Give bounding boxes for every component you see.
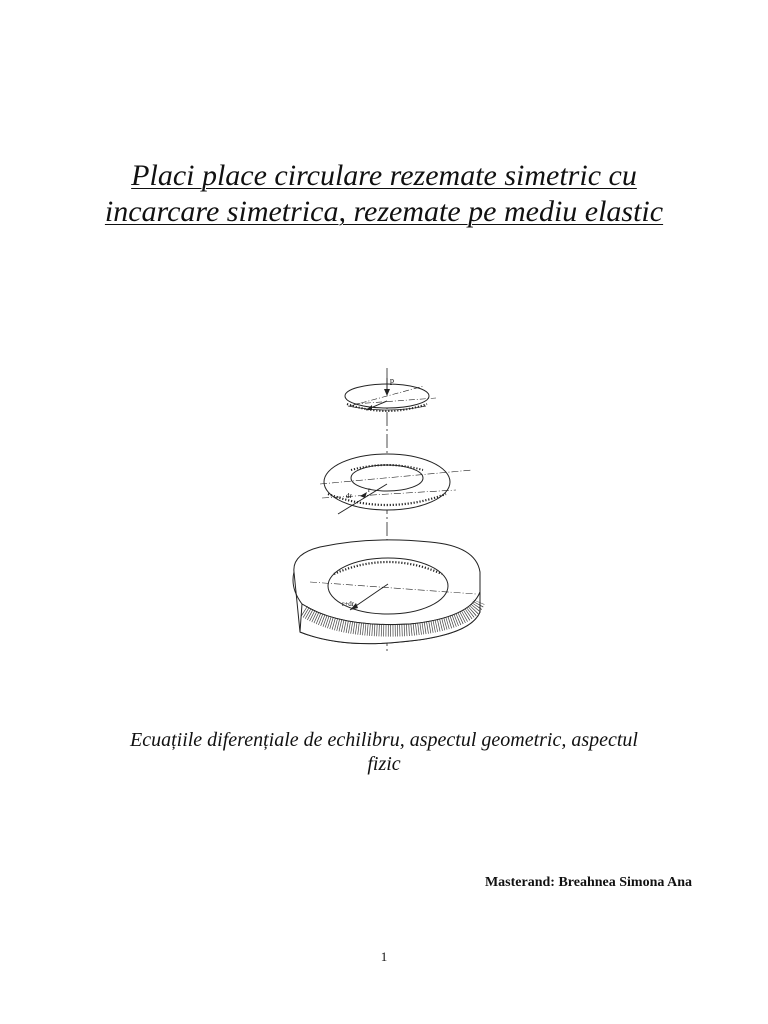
- document-subtitle: [60, 728, 708, 776]
- author-line: Masterand: Breahnea Simona Ana: [484, 875, 692, 890]
- subtitle-line-2: fizic: [367, 753, 401, 775]
- bottom-plate: [293, 540, 480, 644]
- label-r-plus-dr: r+dr: [342, 600, 355, 608]
- subtitle-line-1: Ecuațiile diferențiale de echilibru, aspectul geometric, aspectul: [129, 729, 638, 751]
- circular-plate-figure: [280, 366, 490, 656]
- label-dr: dr: [346, 492, 352, 500]
- label-r: r: [368, 486, 371, 494]
- document-title: [40, 158, 728, 230]
- title-line-2: incarcare simetrica, rezemate pe mediu elastic: [104, 195, 664, 228]
- page-number: 1: [380, 949, 388, 964]
- middle-annular-disk: [320, 454, 472, 514]
- top-disk: [345, 376, 436, 411]
- load-label-p: p: [390, 376, 394, 385]
- title-line-1: Placi place circulare rezemate simetric cu: [131, 159, 637, 192]
